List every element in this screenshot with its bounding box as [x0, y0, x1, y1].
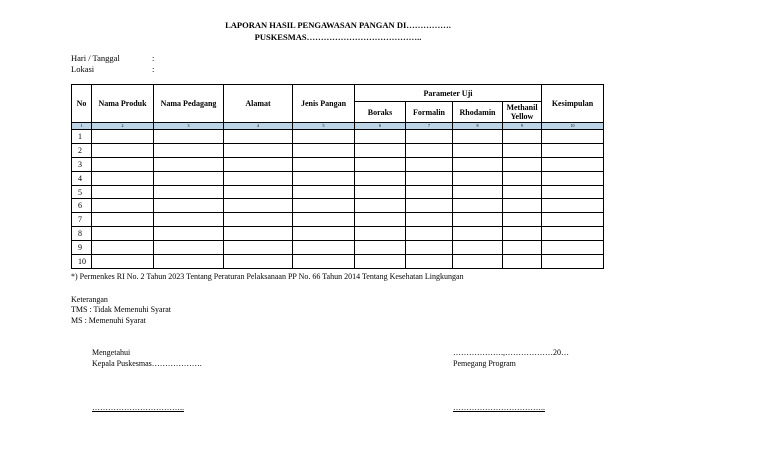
table-cell[interactable]: [503, 241, 542, 255]
table-cell[interactable]: [503, 171, 542, 185]
table-cell[interactable]: [92, 171, 154, 185]
table-row: [72, 241, 604, 255]
table-cell[interactable]: [293, 130, 355, 144]
keterangan-ms: MS : Memenuhi Syarat: [71, 316, 146, 325]
col-number: 4: [224, 123, 293, 130]
table-cell[interactable]: [293, 241, 355, 255]
table-cell[interactable]: [92, 185, 154, 199]
table-cell[interactable]: [355, 241, 406, 255]
table-cell[interactable]: [92, 157, 154, 171]
table-cell[interactable]: [92, 255, 154, 269]
table-cell[interactable]: [453, 185, 503, 199]
table-cell[interactable]: [293, 227, 355, 241]
table-cell[interactable]: [154, 130, 224, 144]
table-cell[interactable]: [406, 143, 453, 157]
table-cell[interactable]: [503, 143, 542, 157]
col-number: 8: [453, 123, 503, 130]
table-row: [72, 199, 604, 213]
table-cell[interactable]: [92, 130, 154, 144]
report-title-line1: LAPORAN HASIL PENGAWASAN PANGAN DI…………….: [225, 20, 451, 30]
table-cell[interactable]: [355, 157, 406, 171]
header-nama-pedagang: Nama Pedagang: [154, 85, 224, 123]
table-cell[interactable]: [293, 199, 355, 213]
row-number: 7: [72, 213, 92, 227]
table-cell[interactable]: [92, 241, 154, 255]
col-number: 9: [503, 123, 542, 130]
table-cell[interactable]: [355, 171, 406, 185]
table-cell[interactable]: [542, 143, 604, 157]
table-cell[interactable]: [224, 213, 293, 227]
signature-left-line1: Mengetahui: [92, 348, 131, 357]
table-row: [72, 255, 604, 269]
table-cell[interactable]: [542, 213, 604, 227]
table-cell[interactable]: [542, 157, 604, 171]
table-cell[interactable]: [406, 255, 453, 269]
table-cell[interactable]: [355, 213, 406, 227]
table-cell[interactable]: [355, 255, 406, 269]
header-no: No: [72, 85, 92, 123]
col-number: 7: [406, 123, 453, 130]
table-cell[interactable]: [503, 130, 542, 144]
table-cell[interactable]: [406, 171, 453, 185]
table-cell[interactable]: [453, 241, 503, 255]
inspection-table: [71, 84, 604, 269]
table-cell[interactable]: [154, 143, 224, 157]
date-colon: :: [152, 53, 155, 63]
signature-right-line2: Pemegang Program: [453, 359, 516, 368]
table-cell[interactable]: [542, 130, 604, 144]
footnote: *) Permenkes RI No. 2 Tahun 2023 Tentang Peraturan Pelaksanaan PP No. 66 Tahun 2014 Tentang Kesehatan Lingkungan: [71, 272, 464, 281]
table-cell[interactable]: [224, 185, 293, 199]
table-cell[interactable]: [224, 143, 293, 157]
row-number: 5: [72, 185, 92, 199]
table-cell[interactable]: [293, 213, 355, 227]
location-colon: :: [152, 64, 155, 74]
table-cell[interactable]: [293, 255, 355, 269]
table-cell[interactable]: [154, 157, 224, 171]
col-number: 1: [72, 123, 92, 130]
table-cell[interactable]: [293, 171, 355, 185]
table-cell[interactable]: [503, 199, 542, 213]
col-number: 10: [542, 123, 604, 130]
header-nama-produk: Nama Produk: [92, 85, 154, 123]
row-number: 10: [72, 255, 92, 269]
table-cell[interactable]: [453, 255, 503, 269]
table-cell[interactable]: [406, 130, 453, 144]
table-cell[interactable]: [224, 199, 293, 213]
table-cell[interactable]: [224, 241, 293, 255]
table-cell[interactable]: [92, 213, 154, 227]
location-label: Lokasi: [71, 64, 95, 74]
table-row: [72, 185, 604, 199]
table-cell[interactable]: [503, 227, 542, 241]
table-cell[interactable]: [406, 157, 453, 171]
table-row: [72, 157, 604, 171]
signature-left-blank: ……………………………..: [92, 403, 184, 412]
table-row: [72, 130, 604, 144]
header-alamat: Alamat: [224, 85, 293, 123]
table-cell[interactable]: [453, 157, 503, 171]
signature-right-blank: ……………………………..: [453, 403, 545, 412]
table-cell[interactable]: [355, 199, 406, 213]
table-cell[interactable]: [154, 185, 224, 199]
table-cell[interactable]: [542, 241, 604, 255]
header-kesimpulan: Kesimpulan: [542, 85, 604, 123]
header-rhodamin: Rhodamin: [453, 102, 503, 123]
table-cell[interactable]: [154, 199, 224, 213]
row-number: 1: [72, 130, 92, 144]
table-cell[interactable]: [154, 241, 224, 255]
table-cell[interactable]: [453, 213, 503, 227]
table-cell[interactable]: [453, 199, 503, 213]
table-cell[interactable]: [224, 255, 293, 269]
table-cell[interactable]: [154, 255, 224, 269]
table-cell[interactable]: [453, 143, 503, 157]
table-cell[interactable]: [154, 227, 224, 241]
keterangan-tms: TMS : Tidak Memenuhi Syarat: [71, 305, 172, 314]
row-number: 6: [72, 199, 92, 213]
table-cell[interactable]: [542, 255, 604, 269]
table-cell[interactable]: [293, 185, 355, 199]
table-cell[interactable]: [224, 227, 293, 241]
table-cell[interactable]: [154, 171, 224, 185]
table-cell[interactable]: [92, 143, 154, 157]
table-cell[interactable]: [293, 143, 355, 157]
table-cell[interactable]: [453, 130, 503, 144]
table-row: [72, 171, 604, 185]
column-number-row: [72, 123, 604, 130]
table-row: [72, 227, 604, 241]
row-number: 2: [72, 143, 92, 157]
table-cell[interactable]: [92, 227, 154, 241]
table-cell[interactable]: [92, 199, 154, 213]
table-cell[interactable]: [453, 227, 503, 241]
header-parameter-uji: Parameter Uji: [355, 85, 542, 102]
col-number: 2: [92, 123, 154, 130]
table-cell[interactable]: [293, 157, 355, 171]
table-cell[interactable]: [406, 241, 453, 255]
table-cell[interactable]: [542, 227, 604, 241]
row-number: 4: [72, 171, 92, 185]
row-number: 9: [72, 241, 92, 255]
table-cell[interactable]: [224, 130, 293, 144]
table-cell[interactable]: [154, 213, 224, 227]
header-formalin: Formalin: [406, 102, 453, 123]
table-cell[interactable]: [355, 185, 406, 199]
table-cell[interactable]: [224, 171, 293, 185]
row-number: 8: [72, 227, 92, 241]
header-jenis-pangan: Jenis Pangan: [293, 85, 355, 123]
table-cell[interactable]: [542, 171, 604, 185]
table-cell[interactable]: [503, 157, 542, 171]
table-cell[interactable]: [542, 185, 604, 199]
table-cell[interactable]: [503, 255, 542, 269]
table-cell[interactable]: [355, 143, 406, 157]
table-row: [72, 143, 604, 157]
table-cell[interactable]: [224, 157, 293, 171]
report-title-line2: PUSKESMAS…………………………………..: [254, 32, 422, 42]
table-cell[interactable]: [406, 185, 453, 199]
table-cell[interactable]: [542, 199, 604, 213]
table-row: [72, 213, 604, 227]
row-number: 3: [72, 157, 92, 171]
table-cell[interactable]: [406, 227, 453, 241]
keterangan-title: Keterangan: [71, 295, 108, 304]
col-number: 5: [293, 123, 355, 130]
table-cell[interactable]: [406, 199, 453, 213]
signature-right-line1: ……………….,………………20…: [453, 348, 569, 357]
table-cell[interactable]: [406, 213, 453, 227]
table-cell[interactable]: [503, 185, 542, 199]
table-cell[interactable]: [453, 171, 503, 185]
header-methanil-yellow: Methanil Yellow: [503, 102, 542, 123]
col-number: 3: [154, 123, 224, 130]
table-cell[interactable]: [503, 213, 542, 227]
table-cell[interactable]: [355, 130, 406, 144]
table-cell[interactable]: [355, 227, 406, 241]
signature-left-line2: Kepala Puskesmas……………….: [92, 359, 202, 368]
date-label: Hari / Tanggal: [71, 53, 120, 63]
header-boraks: Boraks: [355, 102, 406, 123]
col-number: 6: [355, 123, 406, 130]
